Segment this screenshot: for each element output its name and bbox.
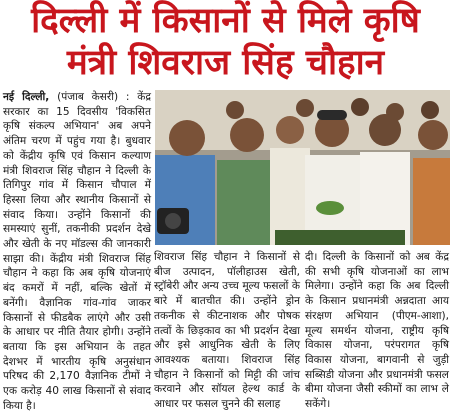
column-1-text: (पंजाब केसरी) : केंद्र सरकार का 15 दिवसीय 'विकसित कृषि संकल्प अभियान' अब अपने अंतिम चरण में पहुंच गया है। बुधवार को केंद्रीय कृषि एवं किसान कल्याण मंत्री शिवराज सिंह चौहान ने दिल्ली के तिगिपुर गांव में किसान चौपाल में हिस्सा लिया और स्थानीय किसानों से संवाद किया। उन्होंने किसानों की समस्याएं सुनीं, तकनीकी प्रदर्शन देखे और खेती के नए मॉडल्स की जानकारी साझा की। केंद्रीय मंत्री शिवराज सिंह चौहान ने कहा कि अब कृषि योजनाएं बंद कमरों में नहीं, बल्कि खेतों में बनेंगी। वैज्ञानिक गांव-गांव जाकर किसानों से फीडबैक लाएंगे और उसी के आधार पर नीति तैयार होगी। उन्होंने बताया कि इस अभियान के तहत देशभर में भारतीय कृषि अनुसंधान परिषद की 2,170 वैज्ञानिक टीमों ने एक करोड़ 40 लाख किसानों से संवाद किया है। xyxy=(3,91,152,412)
headline-line-1: दिल्ली में किसानों से मिले कृषि xyxy=(31,1,420,41)
headline-line-2: मंत्री शिवराज सिंह चौहान xyxy=(66,43,385,83)
column-2-text: शिवराज सिंह चौहान ने किसानों से बीज उत्पादन, पॉलीहाउस खेती, स्ट्रॉबेरी और अन्य उच्च मूल्य फसलों के बारे में बातचीत की। उन्होंने ड्रोन तकनीक से कीटनाशक और पोषक तत्वों के छिड़काव का भी प्रदर्शन देखा और इसे आधुनिक खेती के लिए आवश्यक बताया। शिवराज सिंह चौहान ने किसानों को मिट्टी की जांच करवाने और सॉयल हेल्थ कार्ड के आधार पर फसल चुनने की सलाह xyxy=(154,251,300,411)
article-column-1 xyxy=(3,90,151,413)
article-column-3 xyxy=(305,250,449,412)
dateline: नई दिल्ली, xyxy=(3,91,50,103)
photo-illustration xyxy=(155,90,450,245)
news-photo xyxy=(155,90,450,245)
column-3-text: दी। दिल्ली के किसानों को अब केंद्र की सभी कृषि योजनाओं का लाभ मिलेगा। उन्होंने कहा कि अब दिल्ली के किसान प्रधानमंत्री अन्नदाता आय संरक्षण अभियान (पीएम-आशा), मूल्य समर्थन योजना, राष्ट्रीय कृषि विकास योजना, परंपरागत कृषि विकास योजना, बागवानी से जुड़ी सब्सिडी योजना और प्रधानमंत्री फसल बीमा योजना जैसी स्कीमों का लाभ ले सकेंगे। xyxy=(305,251,449,411)
article-column-2 xyxy=(154,250,300,412)
